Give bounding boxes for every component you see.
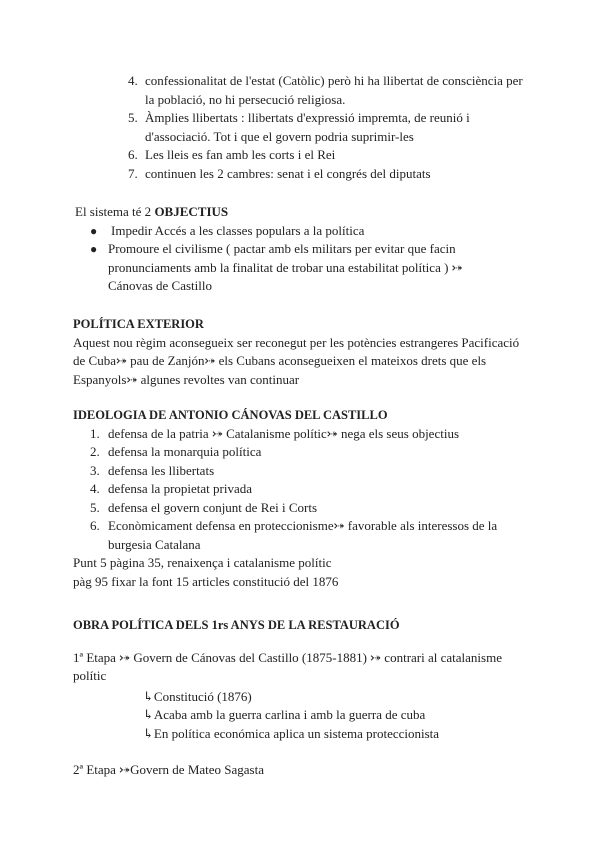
sub-item: ↳Constitució (1876)	[143, 688, 252, 704]
list-item	[0, 72, 525, 109]
item-number: 5.	[128, 110, 138, 125]
ideologia-list	[0, 425, 600, 555]
item-text: continuen les 2 cambres: senat i el congrés del diputats	[145, 165, 431, 181]
item-number: 4.	[90, 481, 100, 496]
list-item	[0, 499, 528, 518]
item-number: 6.	[90, 518, 100, 533]
politica-exterior-block	[0, 315, 600, 389]
item-text: defensa la propietat privada	[108, 481, 253, 496]
list-item	[0, 146, 525, 165]
sub-item: ↳En política económica aplica un sistema proteccionista	[143, 725, 440, 741]
intro-bold: OBJECTIUS	[154, 204, 229, 219]
section-heading: OBRA POLÍTICA DELS 1rs ANYS DE LA RESTAURACIÓ	[73, 618, 400, 632]
item-text: defensa la monarquia política	[108, 444, 262, 459]
section-heading: IDEOLOGIA DE ANTONIO CÁNOVAS DEL CASTILLO	[73, 408, 388, 422]
list-item	[0, 425, 528, 444]
section-heading: POLÍTICA EXTERIOR	[73, 317, 204, 331]
list-item	[0, 165, 525, 184]
item-text: defensa les llibertats	[108, 462, 215, 478]
item-number: 7.	[128, 165, 138, 181]
item-number: 1.	[90, 425, 100, 441]
objectius-block	[0, 203, 600, 296]
constitution-list-block	[0, 72, 600, 183]
item-text: Les lleis es fan amb les corts i el Rei	[145, 147, 336, 162]
list-item	[0, 462, 528, 481]
list-item	[0, 443, 528, 462]
bullet-icon: ●	[90, 223, 98, 238]
note-text: Punt 5 pàgina 35, renaixença i catalanisme polític	[73, 555, 332, 570]
list-item	[0, 222, 488, 241]
item-text: defensa el govern conjunt de Rei i Corts	[108, 499, 318, 515]
objectius-list	[0, 222, 600, 296]
list-item	[0, 240, 488, 296]
bullet-icon: ●	[90, 242, 98, 256]
list-item	[0, 517, 528, 554]
item-text: defensa de la patria ⤐ Catalanisme polític⤐ nega els seus objectius	[108, 425, 460, 441]
item-text: Promoure el civilisme ( pactar amb els militars per evitar que facin pronunciaments amb la finalitat de trobar una estabilitat política ) ⤐ Cánovas de Castillo	[108, 241, 463, 293]
item-text: Àmplies llibertats : llibertats d'expressió impremta, de reunió i d'associació. Tot i que el govern podria suprimir-les	[145, 110, 470, 144]
item-text: Econòmicament defensa en proteccionisme⤐ favorable als interessos de la burgesia Catalana	[108, 518, 498, 552]
intro-text: El sistema té 2	[75, 204, 155, 219]
obra-politica-block	[0, 616, 600, 780]
item-text: Impedir Accés a les classes populars a la política	[111, 222, 365, 238]
list-item	[0, 480, 528, 499]
objectius-intro	[0, 203, 600, 222]
section-text: Aquest nou règim aconsegueix ser reconegut per les potències estrangeres Pacificació de Cuba⤐ pau de Zanjón⤐ els Cubans aconsegueixen el mateixos drets que els Espanyols⤐ algunes revoltes van continuar	[73, 334, 520, 387]
ideologia-block	[0, 406, 600, 591]
item-text: confessionalitat de l'estat (Catòlic) però hi ha llibertat de consciència per la població, no hi persecució religiosa.	[145, 73, 523, 107]
sub-item: ↳Acaba amb la guerra carlina i amb la guerra de cuba	[143, 707, 426, 722]
list-item	[0, 109, 525, 146]
etapa-1-text: 1ª Etapa ⤐ Govern de Cánovas del Castillo (1875-1881) ⤐ contrari al catalanisme polític	[73, 649, 502, 683]
item-number: 4.	[128, 73, 138, 88]
item-number: 2.	[90, 444, 100, 459]
note-text: pàg 95 fixar la font 15 articles constitució del 1876	[73, 573, 339, 589]
etapa-2-text: 2ª Etapa ⤐Govern de Mateo Sagasta	[73, 762, 265, 777]
item-number: 3.	[90, 462, 100, 478]
constitution-list	[0, 72, 600, 183]
item-number: 6.	[128, 147, 138, 162]
item-number: 5.	[90, 499, 100, 515]
